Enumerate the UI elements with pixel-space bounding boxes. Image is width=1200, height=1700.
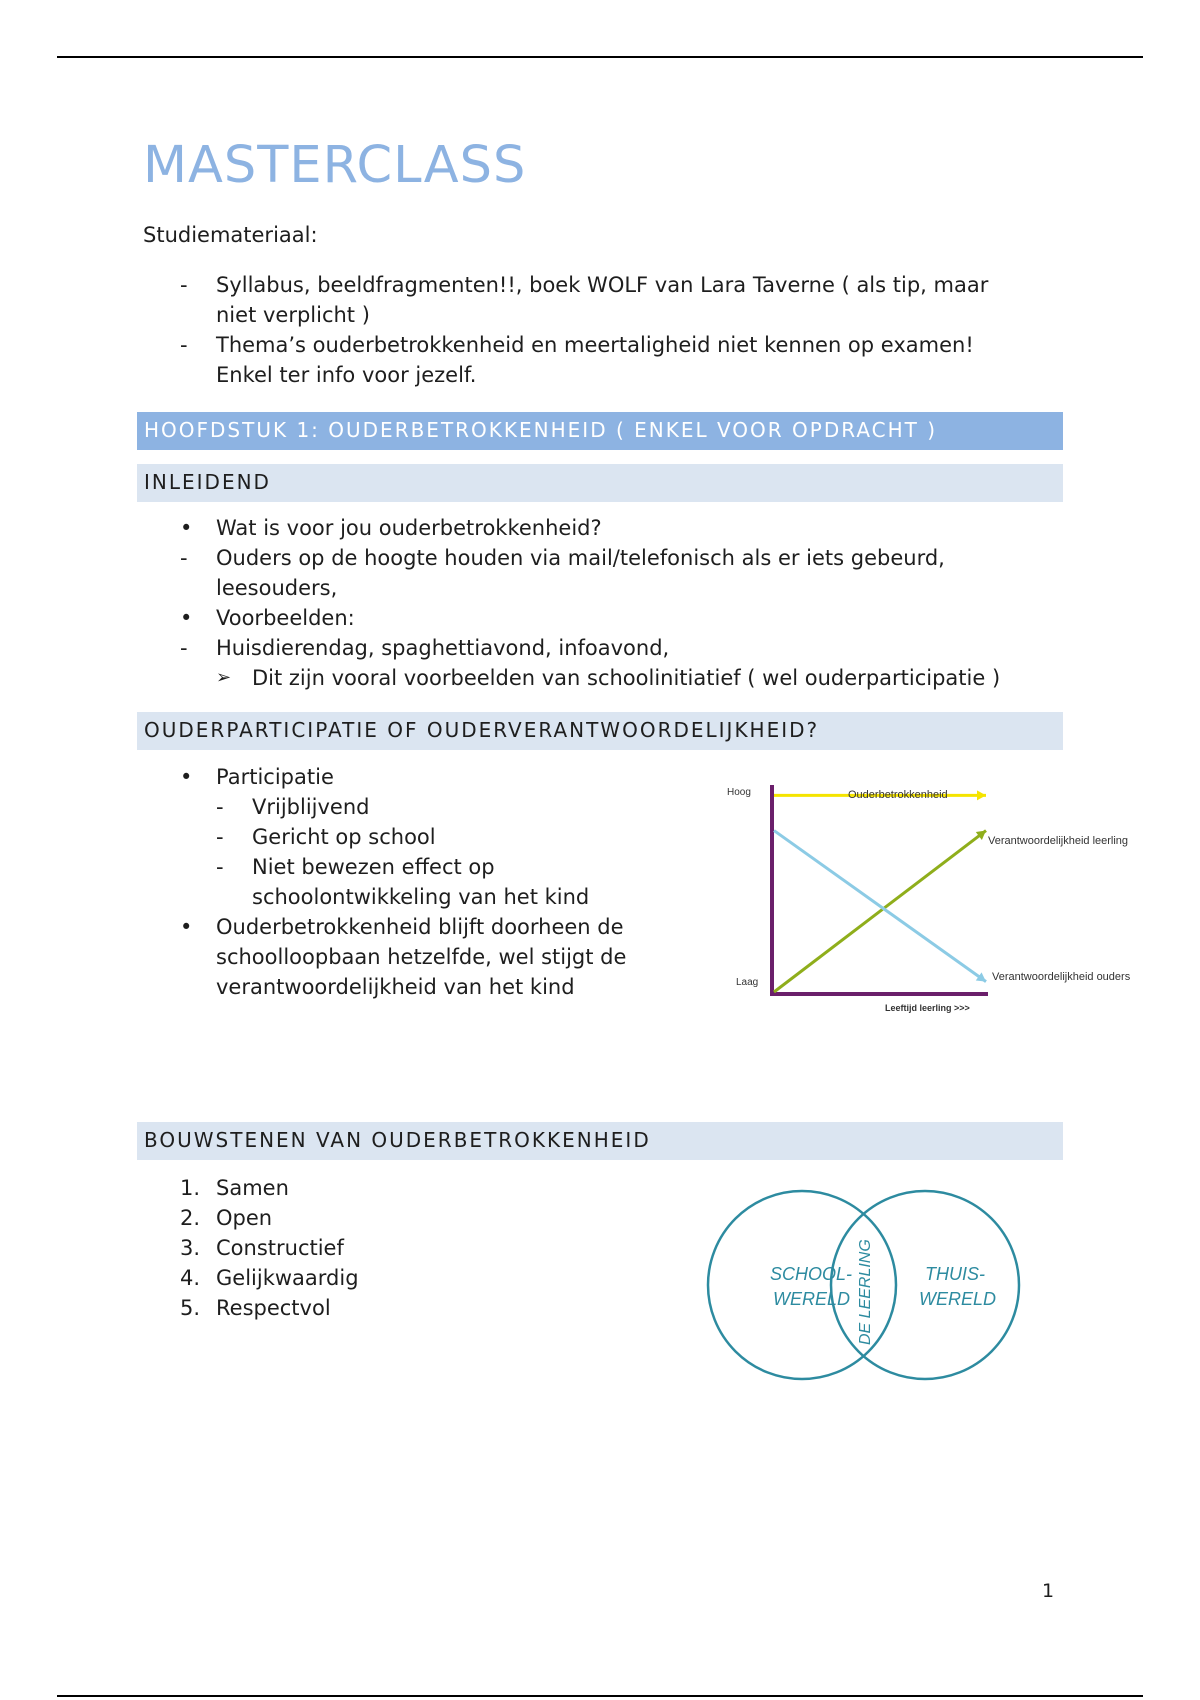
venn-label-school-2: WERELD [773,1289,851,1309]
top-rule [57,56,1143,58]
dash-marker: - [180,546,188,570]
chapter-heading: HOOFDSTUK 1: OUDERBETROKKENHEID ( ENKEL VOOR OPDRACHT ) [137,412,1063,450]
participation-list [180,762,627,1002]
dash-marker: - [180,636,188,660]
section-heading-intro: INLEIDEND [137,464,1063,502]
number-marker: 1. [180,1176,201,1200]
list-item: - Huisdierendag, spaghettiavond, infoavond, [216,633,1000,663]
bullet-marker: • [180,915,193,939]
dash-marker: - [216,795,224,819]
y-tick-label: Laag [736,977,759,988]
number-marker: 2. [180,1206,201,1230]
dash-marker: - [216,825,224,849]
list-item: - Thema’s ouderbetrokkenheid en meertaligheid niet kennen op examen! Enkel ter info voor jezelf. [216,330,988,390]
series-arrowhead-0 [977,790,986,800]
section-heading-building-blocks: BOUWSTENEN VAN OUDERBETROKKENHEID [137,1122,1063,1160]
study-material-label: Studiemateriaal: [143,223,318,247]
intro-list [180,513,1001,693]
document-title: MASTERCLASS [143,136,527,195]
dash-marker: - [180,333,188,357]
list-item: • Participatie [216,762,626,792]
list-item: • Voorbeelden: [216,603,1000,633]
venn-label-home-2: WERELD [919,1289,997,1309]
bullet-marker: • [180,606,193,630]
y-tick-label: Hoog [727,787,751,798]
list-item: - Ouders op de hoogte houden via mail/telefonisch als er iets gebeurd, leesouders, [216,543,1000,603]
bullet-marker: • [180,516,193,540]
list-item: - Syllabus, beeldfragmenten!!, boek WOLF van Lara Taverne ( als tip, maar niet verplicht ) [216,270,988,330]
list-item: 2. Open [216,1203,359,1233]
venn-label-school-1: SCHOOL- [770,1264,853,1284]
number-marker: 5. [180,1296,201,1320]
series-layer [774,790,986,992]
list-item: - Niet bewezen effect op schoolontwikkeling van het kind [216,852,626,912]
dash-marker: - [216,855,224,879]
list-item: 4. Gelijkwaardig [216,1263,359,1293]
series-label-leerling: Verantwoordelijkheid leerling [988,835,1129,847]
dash-marker: - [180,273,188,297]
venn-label-home-1: THUIS- [925,1264,985,1284]
list-item: 5. Respectvol [216,1293,359,1323]
venn-label-center: DE LEERLING [857,1239,874,1345]
study-material-list [180,270,989,390]
bullet-marker: • [180,765,193,789]
venn-diagram [700,1180,1030,1400]
responsibility-chart [710,770,1180,1020]
list-item: - Vrijblijvend [216,792,626,822]
list-item: 1. Samen [216,1173,359,1203]
list-item: • Ouderbetrokkenheid blijft doorheen de schoolloopbaan hetzelfde, wel stijgt de verantwoordelijkheid van het kind [216,912,626,1002]
bottom-rule [57,1695,1143,1697]
list-item: ➢ Dit zijn vooral voorbeelden van schoolinitiatief ( wel ouderparticipatie ) [216,663,1000,693]
x-axis-label: Leeftijd leerling >>> [885,1003,970,1013]
series-label-ouderbetrokkenheid: Ouderbetrokkenheid [848,789,948,801]
series-label-ouders: Verantwoordelijkheid ouders [992,971,1131,983]
building-blocks-list [180,1173,359,1323]
list-item: • Wat is voor jou ouderbetrokkenheid? [216,513,1000,543]
list-item: 3. Constructief [216,1233,359,1263]
list-item: - Gericht op school [216,822,626,852]
number-marker: 4. [180,1266,201,1290]
section-heading-participation: OUDERPARTICIPATIE OF OUDERVERANTWOORDELIJKHEID? [137,712,1063,750]
page-number: 1 [1042,1580,1055,1602]
number-marker: 3. [180,1236,201,1260]
arrow-marker: ➢ [216,667,232,688]
